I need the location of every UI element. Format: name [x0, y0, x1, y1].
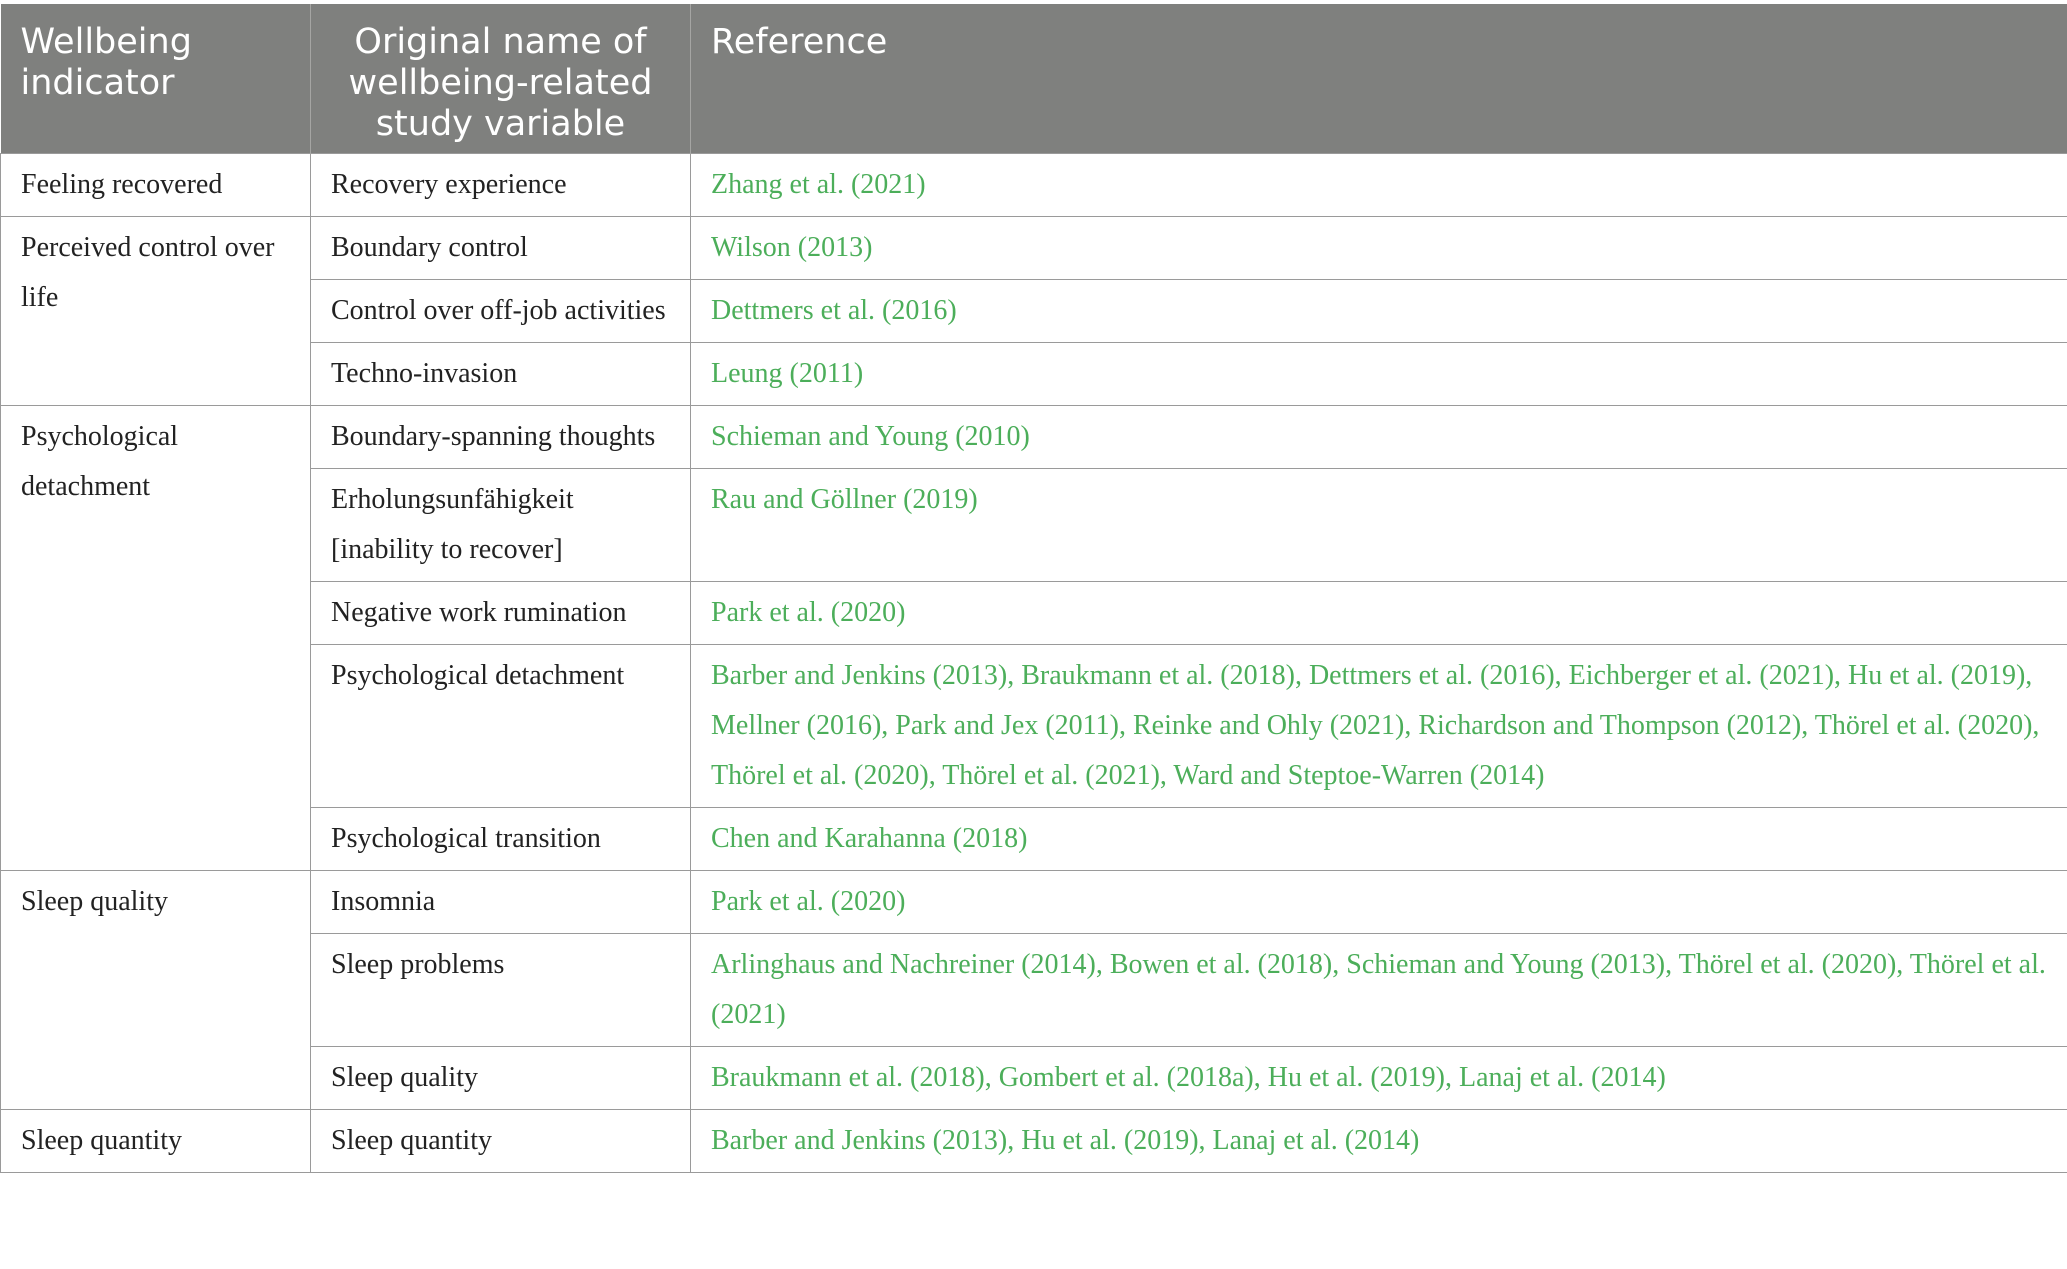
table-row — [1, 808, 2067, 871]
study-variable-cell: Sleep problems — [311, 934, 691, 1047]
wellbeing-indicator-cell: Feeling recovered — [1, 154, 311, 217]
wellbeing-indicator-cell: Perceived control over life — [1, 217, 311, 406]
reference-link[interactable]: Park et al. (2020) — [691, 871, 2067, 934]
study-variable-cell: Insomnia — [311, 871, 691, 934]
table-row — [1, 871, 2067, 934]
study-variable-cell: Sleep quality — [311, 1047, 691, 1110]
reference-link[interactable]: Dettmers et al. (2016) — [691, 280, 2067, 343]
table-row — [1, 280, 2067, 343]
study-variable-cell: Psychological transition — [311, 808, 691, 871]
table-row — [1, 217, 2067, 280]
study-variable-cell: Boundary-spanning thoughts — [311, 406, 691, 469]
wellbeing-table-container — [0, 4, 2067, 1173]
study-variable-cell: Control over off-job activities — [311, 280, 691, 343]
study-variable-cell: Sleep quantity — [311, 1110, 691, 1173]
table-row — [1, 1047, 2067, 1110]
header-reference: Reference — [691, 4, 2067, 154]
table-body — [1, 154, 2067, 1173]
reference-link[interactable]: Barber and Jenkins (2013), Braukmann et al. (2018), Dettmers et al. (2016), Eichberger et al. (2021), Hu et al. (2019), Mellner (2016), Park and Jex (2011), Reinke and Ohly (2021), Richardson and Thompson (2012), Thörel et al. (2020), Thörel et al. (2020), Thörel et al. (2021), Ward and Steptoe-Warren (2014) — [691, 645, 2067, 808]
table-header — [1, 4, 2067, 154]
reference-link[interactable]: Wilson (2013) — [691, 217, 2067, 280]
table-row — [1, 645, 2067, 808]
table-row — [1, 582, 2067, 645]
reference-link[interactable]: Braukmann et al. (2018), Gombert et al. (2018a), Hu et al. (2019), Lanaj et al. (2014) — [691, 1047, 2067, 1110]
table-row — [1, 1110, 2067, 1173]
reference-link[interactable]: Arlinghaus and Nachreiner (2014), Bowen et al. (2018), Schieman and Young (2013), Thörel et al. (2020), Thörel et al. (2021) — [691, 934, 2067, 1047]
study-variable-cell: Boundary control — [311, 217, 691, 280]
reference-link[interactable]: Rau and Göllner (2019) — [691, 469, 2067, 582]
study-variable-cell: Techno-invasion — [311, 343, 691, 406]
table-row — [1, 154, 2067, 217]
reference-link[interactable]: Barber and Jenkins (2013), Hu et al. (2019), Lanaj et al. (2014) — [691, 1110, 2067, 1173]
wellbeing-indicator-cell: Sleep quality — [1, 871, 311, 1110]
reference-link[interactable]: Schieman and Young (2010) — [691, 406, 2067, 469]
wellbeing-table — [0, 4, 2067, 1173]
table-row — [1, 343, 2067, 406]
study-variable-cell: Psychological detachment — [311, 645, 691, 808]
header-wellbeing-indicator: Wellbeing indicator — [1, 4, 311, 154]
reference-link[interactable]: Leung (2011) — [691, 343, 2067, 406]
table-row — [1, 469, 2067, 582]
table-row — [1, 934, 2067, 1047]
reference-link[interactable]: Chen and Karahanna (2018) — [691, 808, 2067, 871]
reference-link[interactable]: Park et al. (2020) — [691, 582, 2067, 645]
header-original-name: Original name of wellbeing-related study variable — [311, 4, 691, 154]
header-row — [1, 4, 2067, 154]
wellbeing-indicator-cell: Sleep quantity — [1, 1110, 311, 1173]
study-variable-cell: Erholungsunfähigkeit [inability to recover] — [311, 469, 691, 582]
wellbeing-indicator-cell: Psychological detachment — [1, 406, 311, 871]
table-row — [1, 406, 2067, 469]
study-variable-cell: Negative work rumination — [311, 582, 691, 645]
reference-link[interactable]: Zhang et al. (2021) — [691, 154, 2067, 217]
study-variable-cell: Recovery experience — [311, 154, 691, 217]
